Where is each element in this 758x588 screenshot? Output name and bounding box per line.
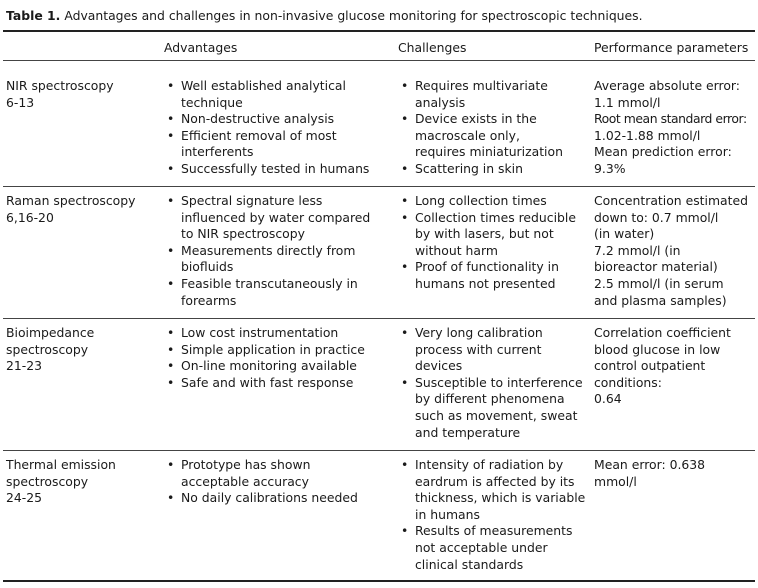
challenge-text: • Device exists in the xyxy=(415,111,537,127)
challenge-text: analysis xyxy=(415,94,466,110)
performance-text: Root mean standard error: xyxy=(594,111,747,127)
advantage-item xyxy=(164,276,389,309)
performance-text: 1.1 mmol/l xyxy=(594,94,661,110)
performance-text: 9.3% xyxy=(594,160,626,176)
technique-text: spectroscopy xyxy=(6,341,89,357)
challenge-list xyxy=(398,325,588,441)
technique-cell xyxy=(6,325,156,375)
table-caption xyxy=(6,8,643,25)
challenges-cell xyxy=(398,78,588,178)
advantage-text: • Safe and with fast response xyxy=(181,374,354,390)
advantage-text: • Measurements directly from xyxy=(181,242,356,258)
performance-cell xyxy=(594,193,756,309)
challenge-item xyxy=(398,375,588,441)
challenge-text: eardrum is affected by its xyxy=(415,473,575,489)
advantage-text: • Spectral signature less xyxy=(181,193,323,208)
technique-text: spectroscopy xyxy=(6,473,89,489)
challenge-text: • Susceptible to interference xyxy=(415,374,583,390)
technique-cell xyxy=(6,457,156,507)
advantage-item xyxy=(164,325,389,342)
challenge-list xyxy=(398,193,588,293)
performance-text: (in water) xyxy=(594,226,655,242)
advantage-item xyxy=(164,111,389,128)
advantages-cell xyxy=(164,193,389,309)
advantage-text: forearms xyxy=(181,292,237,308)
challenge-text: • Requires multivariate xyxy=(415,78,548,93)
challenge-text: • Results of measurements xyxy=(415,523,573,539)
challenge-text: and temperature xyxy=(415,424,521,440)
advantage-item xyxy=(164,457,389,490)
advantage-text: • Simple application in practice xyxy=(181,341,365,357)
challenge-text: • Very long calibration xyxy=(415,325,543,340)
performance-text: control outpatient xyxy=(594,358,706,374)
performance-text: 2.5 mmol/l (in serum xyxy=(594,275,724,291)
technique-text: Raman spectroscopy xyxy=(6,193,136,208)
performance-text: Correlation coefficient xyxy=(594,325,731,340)
challenge-text: requires miniaturization xyxy=(415,144,563,160)
performance-text: down to: 0.7 mmol/l xyxy=(594,209,719,225)
performance-text: conditions: xyxy=(594,374,662,390)
challenge-text: clinical standards xyxy=(415,556,524,572)
technique-text: 6-13 xyxy=(6,94,35,110)
technique-text: NIR spectroscopy xyxy=(6,78,114,93)
advantage-text: • Well established analytical xyxy=(181,78,346,93)
challenge-text: in humans xyxy=(415,506,480,522)
challenge-text: humans not presented xyxy=(415,275,556,291)
advantage-text: • Prototype has shown xyxy=(181,457,311,472)
challenge-item xyxy=(398,259,588,292)
advantage-item xyxy=(164,342,389,359)
header-advantages: Advantages xyxy=(164,40,238,55)
performance-text: 7.2 mmol/l (in xyxy=(594,242,681,258)
challenge-text: • Proof of functionality in xyxy=(415,259,559,275)
performance-text: 0.64 xyxy=(594,391,622,407)
technique-text: Thermal emission xyxy=(6,457,116,472)
advantage-list xyxy=(164,457,389,507)
advantage-item xyxy=(164,78,389,111)
advantage-item xyxy=(164,193,389,243)
challenge-text: • Collection times reducible xyxy=(415,209,576,225)
header-challenges: Challenges xyxy=(398,40,467,55)
challenge-text: thickness, which is variable xyxy=(415,490,586,506)
challenge-text: macroscale only, xyxy=(415,127,520,143)
advantage-text: interferents xyxy=(181,144,254,160)
advantage-list xyxy=(164,325,389,391)
performance-text: Mean prediction error: xyxy=(594,144,732,160)
technique-cell xyxy=(6,193,156,226)
challenge-text: not acceptable under xyxy=(415,539,548,555)
advantage-text: • On-line monitoring available xyxy=(181,358,357,374)
challenge-text: • Intensity of radiation by xyxy=(415,457,564,472)
challenges-cell xyxy=(398,325,588,441)
advantage-text: • No daily calibrations needed xyxy=(181,490,358,506)
challenge-item xyxy=(398,325,588,375)
performance-cell xyxy=(594,78,756,178)
challenges-cell xyxy=(398,193,588,293)
challenge-text: • Long collection times xyxy=(415,193,547,208)
advantage-item xyxy=(164,358,389,375)
challenge-text: process with current xyxy=(415,341,542,357)
challenge-item xyxy=(398,523,588,573)
advantage-item xyxy=(164,375,389,392)
challenge-text: without harm xyxy=(415,242,498,258)
advantage-item xyxy=(164,490,389,507)
table-caption-text: Advantages and challenges in non-invasive glucose monitoring for spectroscopic techniques. xyxy=(60,8,643,23)
challenge-item xyxy=(398,111,588,161)
advantage-text: • Successfully tested in humans xyxy=(181,160,370,176)
challenge-text: • Scattering in skin xyxy=(415,160,523,176)
advantage-item xyxy=(164,161,389,178)
advantage-list xyxy=(164,193,389,309)
advantage-list xyxy=(164,78,389,178)
row-divider xyxy=(3,186,755,187)
table-caption-label: Table 1. xyxy=(6,8,61,23)
table-top-rule xyxy=(3,30,755,32)
performance-text: Concentration estimated xyxy=(594,193,748,208)
advantage-text: biofluids xyxy=(181,259,234,275)
performance-text: blood glucose in low xyxy=(594,341,721,357)
challenge-item xyxy=(398,210,588,260)
technique-text: 6,16-20 xyxy=(6,209,54,225)
advantages-cell xyxy=(164,325,389,391)
advantage-text: to NIR spectroscopy xyxy=(181,226,305,242)
performance-text: Mean error: 0.638 xyxy=(594,457,706,472)
advantage-text: acceptable accuracy xyxy=(181,473,309,489)
advantage-text: technique xyxy=(181,94,243,110)
challenge-list xyxy=(398,78,588,178)
advantage-text: • Feasible transcutaneously in xyxy=(181,275,358,291)
challenge-item xyxy=(398,457,588,523)
challenge-list xyxy=(398,457,588,573)
challenge-text: such as movement, sweat xyxy=(415,407,578,423)
performance-text: Average absolute error: xyxy=(594,78,740,93)
performance-cell xyxy=(594,457,756,490)
challenges-cell xyxy=(398,457,588,573)
performance-text: bioreactor material) xyxy=(594,259,718,275)
advantages-cell xyxy=(164,78,389,178)
technique-text: Bioimpedance xyxy=(6,325,95,340)
row-divider xyxy=(3,318,755,319)
table-header-rule xyxy=(3,60,755,61)
advantages-cell xyxy=(164,457,389,507)
performance-cell xyxy=(594,325,756,408)
advantage-text: • Low cost instrumentation xyxy=(181,325,339,340)
performance-text: mmol/l xyxy=(594,473,637,489)
challenge-item xyxy=(398,78,588,111)
header-performance: Performance parameters xyxy=(594,40,749,55)
challenge-text: devices xyxy=(415,358,463,374)
advantage-item xyxy=(164,128,389,161)
advantage-text: • Efficient removal of most xyxy=(181,127,337,143)
performance-text: 1.02-1.88 mmol/l xyxy=(594,127,701,143)
challenge-text: by with lasers, but not xyxy=(415,226,554,242)
performance-text: and plasma samples) xyxy=(594,292,727,308)
challenge-item xyxy=(398,193,588,210)
challenge-item xyxy=(398,161,588,178)
technique-text: 24-25 xyxy=(6,490,43,506)
row-divider xyxy=(3,450,755,451)
technique-text: 21-23 xyxy=(6,358,43,374)
advantage-item xyxy=(164,243,389,276)
technique-cell xyxy=(6,78,156,111)
table-bottom-rule xyxy=(3,580,755,582)
advantage-text: influenced by water compared xyxy=(181,209,371,225)
challenge-text: by different phenomena xyxy=(415,391,565,407)
advantage-text: • Non-destructive analysis xyxy=(181,111,335,127)
